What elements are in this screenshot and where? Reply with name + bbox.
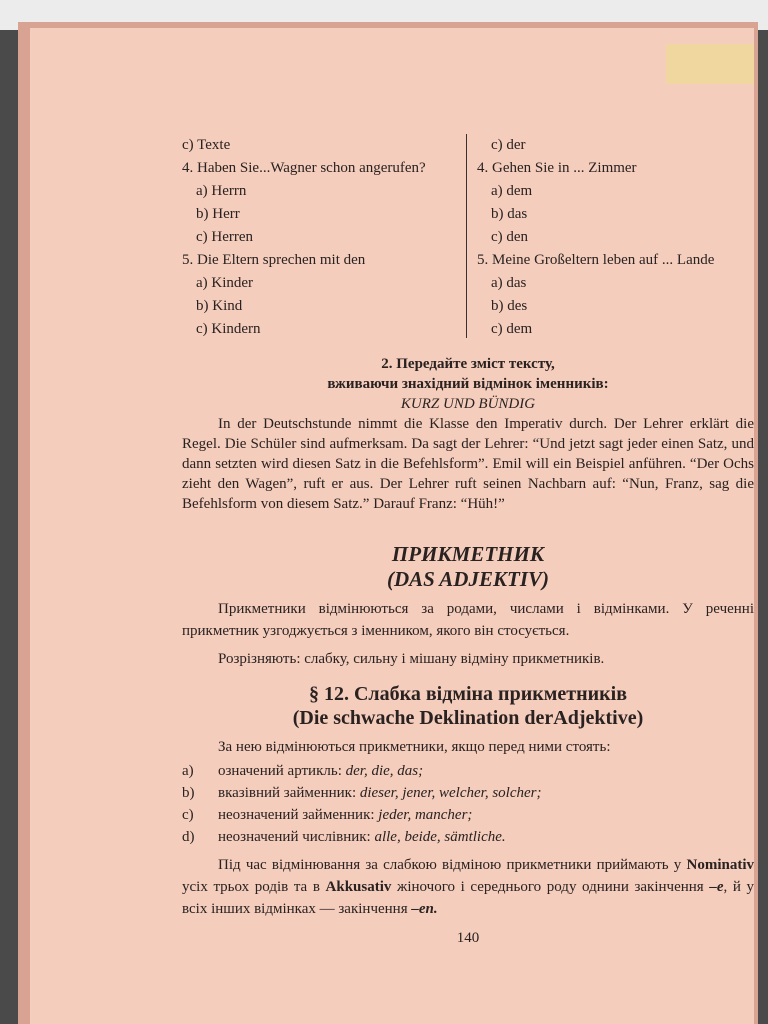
list-text: вказівний займенник: [218,785,360,801]
list-marker: d) [182,829,195,845]
exercise-right-column [467,134,754,338]
exercise-line: c) Texte [182,137,231,153]
final-text: усіх трьох родів та в [182,879,326,895]
final-text: жіночого і середнього роду однини закінчення [391,879,710,895]
page-number: 140 [456,930,480,946]
exercise-question: 5. Die Eltern sprechen mit den [182,252,366,268]
exercise-option: c) dem [491,321,533,337]
list-examples: alle, beide, sämtliche. [374,829,506,845]
list-text: неозначений займенник: [218,807,379,823]
sticky-note [666,44,754,84]
section-intro: За нею відмінюються прикметники, якщо перед ними стоять: [218,739,611,755]
book-page [30,28,754,1024]
exercise-option: c) der [491,137,526,153]
chapter-paragraph: Прикметники відмінюються за родами, числами і відмінками. У реченні прикметник узгоджується з іменником, якого він стосується. [182,601,754,639]
chapter-title-line2: (DAS ADJEKTIV) [386,567,549,591]
list-marker: b) [182,785,195,801]
list-examples: dieser, jener, welcher, solcher; [359,785,542,801]
list-item [182,760,754,782]
exercise-option: a) das [491,275,527,291]
list-text: означений артикль: [218,763,346,779]
list-marker: c) [182,807,194,823]
page-content [182,134,754,946]
exercise-option: b) Kind [196,298,243,314]
list-item [182,826,754,848]
exercise-question: 4. Gehen Sie in ... Zimmer [477,160,637,176]
exercise2-title-line2: вживаючи знахідний відмінок іменників: [327,376,609,392]
exercise-columns [182,134,754,338]
final-text: Під час відмінювання за слабкою відміною прикметники приймають у [218,857,687,873]
exercise2-title-line1: 2. Передайте зміст тексту, [381,356,555,372]
exercise-option: b) das [491,206,528,222]
list-examples: der, die, das; [345,763,424,779]
exercise-option: a) dem [491,183,533,199]
list-item [182,782,754,804]
exercise-option: a) Herrn [196,183,247,199]
exercise-option: b) Herr [196,206,240,222]
final-text: , й у всіх інших відмінках — закінчення [182,879,754,917]
exercise2-subtitle: KURZ UND BÜNDIG [400,396,536,412]
section-title-line1: § 12. Слабка відміна прикметників [308,683,627,705]
list-marker: a) [182,763,194,779]
exercise-option: a) Kinder [196,275,254,291]
exercise-option: c) Kindern [196,321,261,337]
exercise-option: b) des [491,298,528,314]
section-title-line2: (Die schwache Deklination derAdjektive) [292,707,644,729]
case-akkusativ: Akkusativ [325,879,392,895]
list-item [182,804,754,826]
exercise2-title [182,354,754,394]
ending-e: –е [709,879,724,895]
exercise-option: c) Herren [196,229,254,245]
determiner-list [182,760,754,848]
exercise-question: 4. Haben Sie...Wagner schon angerufen? [182,160,426,176]
section-final-paragraph [182,854,754,920]
exercise-left-column [182,134,467,338]
exercise-question: 5. Meine Großeltern leben auf ... Lande [477,252,715,268]
section-title [182,682,754,730]
chapter-paragraph: Розрізняють: слабку, сильну і мішану відміну прикметників. [218,651,605,667]
ending-en: –еп. [411,901,438,917]
list-examples: jeder, mancher; [378,807,473,823]
exercise-option: c) den [491,229,529,245]
chapter-title-line1: ПРИКМЕТНИК [391,542,545,566]
list-text: неозначений числівник: [218,829,375,845]
exercise2-text: In der Deutschstunde nimmt die Klasse den Imperativ durch. Der Lehrer erklärt die Regel. Die Schüler sind aufmerksam. Da sagt der Lehrer: “Und jetzt sagt jeder einen Satz, und dann setzten wird diesen Satz in die Befehlsform”. Emil will ein Beispiel anführen. “Der Ochs zieht den Wagen”, ruft er aus. Der Lehrer ruft seinen Nachbarn auf: “Nun, Franz, sag die Befehlsform von diesem Satz.” Darauf Franz: “Hüh!” [182,416,754,512]
chapter-title [182,542,754,592]
case-nominativ: Nominativ [686,857,754,873]
